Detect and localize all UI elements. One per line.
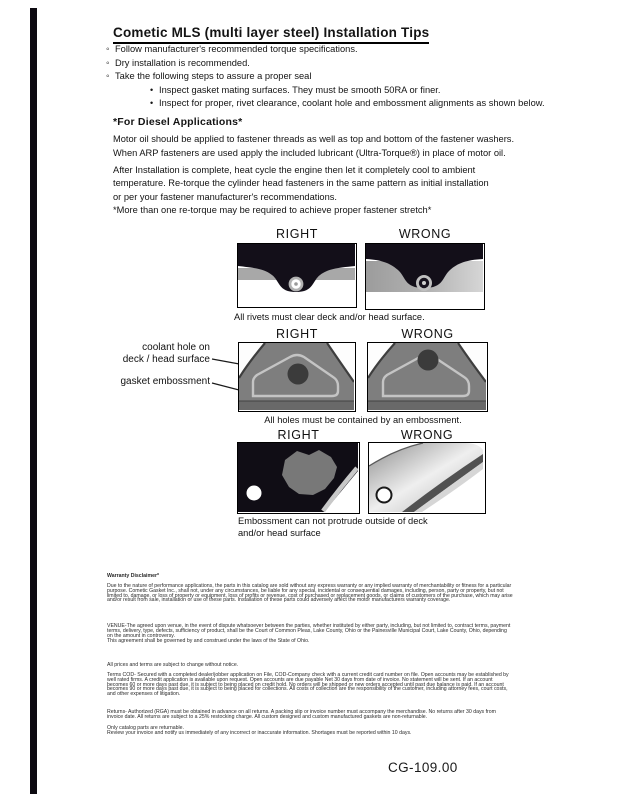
circle-bullet-icon [106, 43, 115, 57]
rivet-clearance-wrong-diagram [365, 243, 485, 310]
row2-right-label: RIGHT [276, 327, 318, 341]
list-item-text: Dry installation is recommended. [115, 57, 250, 68]
row3-caption [238, 516, 428, 539]
legal-paragraph: This agreement shall be governed by and construed under the laws of the State of Ohio. [107, 638, 310, 644]
row2-caption: All holes must be contained by an embossment. [264, 415, 462, 425]
embossment-deck-right-drawing [238, 443, 358, 512]
dot-bullet-icon [150, 84, 159, 98]
warranty-disclaimer-heading: Warranty Disclaimer* [107, 573, 159, 579]
hole-embossment-wrong-diagram [367, 342, 488, 412]
text-line: or per your fastener manufacturer's recommendations. [113, 192, 337, 203]
text-line: and/or head surface [238, 527, 321, 538]
installation-tips-list [106, 43, 545, 111]
legal-paragraph: VENUE-The agreed upon venue, in the event of dispute whatsoever between the parties, whether instituted by either party, including, but not limited to, contract terms, payment terms, delivery, type, defects, sufficiency of product, shall be the Court of Common Pleas, Lake County, Ohio or the Painesville Municipal Court, Lake County, Ohio, depending on the amount in controversy. [107, 623, 511, 639]
hole-embossment-right-drawing [239, 343, 354, 410]
embossment-deck-wrong-diagram [368, 442, 486, 514]
rivet-clearance-right-drawing [238, 244, 355, 306]
page-number: CG-109.00 [388, 760, 458, 775]
text-line: After Installation is complete, heat cycle the engine then let it completely cool to ambient [113, 164, 476, 175]
diesel-paragraph-1 [113, 133, 514, 161]
retorque-note: *More than one re-torque may be required to achieve proper fastener stretch* [113, 205, 432, 215]
list-item [106, 57, 545, 71]
list-item [150, 97, 545, 111]
embossment-deck-wrong-drawing [369, 443, 484, 512]
row1-caption: All rivets must clear deck and/or head surface. [234, 312, 425, 322]
legal-paragraph: All prices and terms are subject to change without notice. [107, 662, 239, 668]
row1-wrong-label: WRONG [398, 227, 452, 241]
embossment-deck-right-diagram [237, 442, 360, 514]
list-item [106, 43, 545, 57]
hole-embossment-wrong-drawing [368, 343, 486, 410]
legal-paragraph: Review your invoice and notify us immediately of any incorrect or inaccurate information. Shortages must be reported within 10 days. [107, 730, 412, 736]
list-item-text: Inspect gasket mating surfaces. They must be smooth 50RA or finer. [159, 84, 441, 95]
legal-paragraph: Terms COD- Secured with a completed dealer/jobber application on File, COD-Company check with a current credit card number on file. Open accounts may be established by well rated firms. A credit application is available upon request. Open accounts are due payable Net 30 days from date of invoice. No statement will be sent. If an account becomes 60 or more days past due, it is subject to being placed on credit hold. No orders will be shipped or new orders accepted until past due balance is paid. If an account becomes 90 or more days past due, it is subject to being placed for collections. All costs of collection are the responsibility of the customer, including attorney fees, court costs, and other expenses of litigation. [107, 672, 509, 697]
text-line: coolant hole on [142, 342, 210, 353]
list-item-text: Take the following steps to assure a proper seal [115, 71, 312, 81]
row2-wrong-label: WRONG [401, 327, 454, 341]
list-item [106, 70, 545, 84]
coolant-hole-pointer-label [98, 342, 210, 365]
rivet-clearance-wrong-drawing [366, 244, 483, 308]
gasket-embossment-pointer-label: gasket embossment [120, 376, 210, 387]
hole-embossment-right-diagram [238, 342, 356, 412]
scan-edge-bar [30, 8, 37, 794]
dot-bullet-icon [150, 97, 159, 111]
diesel-section-heading: *For Diesel Applications* [113, 116, 243, 128]
list-item-text: Follow manufacturer's recommended torque specifications. [115, 44, 358, 54]
row3-right-label: RIGHT [277, 428, 320, 442]
list-item-text: Inspect for proper, rivet clearance, coolant hole and embossment alignments as shown below. [159, 98, 545, 108]
page-title: Cometic MLS (multi layer steel) Installation Tips [113, 25, 429, 44]
legal-paragraph: Only catalog parts are returnable. [107, 725, 184, 731]
legal-paragraph: Due to the nature of performance applications, the parts in this catalog are sold without any express warranty or any implied warranty of merchantability or fitness for a particular purpose. Cometic Gasket Inc., shall not, under any circumstances, be liable for any special, incidental or consequential damages, including, person, party or property, but not limited to, damage, or loss of property or equipment, loss of profits or revenue, cost of purchased or replacement goods, or claims of customers of the purchase, which may arise and/or result from sale, installation or use of these parts. Installation of these parts could adversely affect the motor manufacturers warranty coverage. [107, 583, 513, 604]
legal-paragraph: Returns- Authorized (RGA) must be obtained in advance on all returns. A packing slip or invoice number must accompany the merchandise. No returns after 30 days from invoice date. All returns are subject to a 25% restocking charge. All custom designed and custom manufactured gaskets are non-returnable. [107, 709, 496, 720]
text-line: Embossment can not protrude outside of deck [238, 516, 428, 526]
text-line: temperature. Re-torque the cylinder head fasteners in the same pattern as initial installation [113, 178, 489, 189]
text-line: deck / head surface [122, 353, 210, 365]
text-line: Motor oil should be applied to fastener threads as well as top and bottom of the fastener washers. [113, 134, 515, 144]
rivet-clearance-right-diagram [237, 243, 357, 308]
list-item [150, 84, 545, 98]
circle-bullet-icon [106, 57, 115, 71]
row3-wrong-label: WRONG [400, 428, 454, 442]
diesel-paragraph-2 [113, 164, 489, 205]
circle-bullet-icon [106, 70, 115, 84]
text-line: When ARP fasteners are used apply the included lubricant (Ultra-Torque®) in place of motor oil. [113, 147, 506, 158]
row1-right-label: RIGHT [276, 227, 318, 241]
